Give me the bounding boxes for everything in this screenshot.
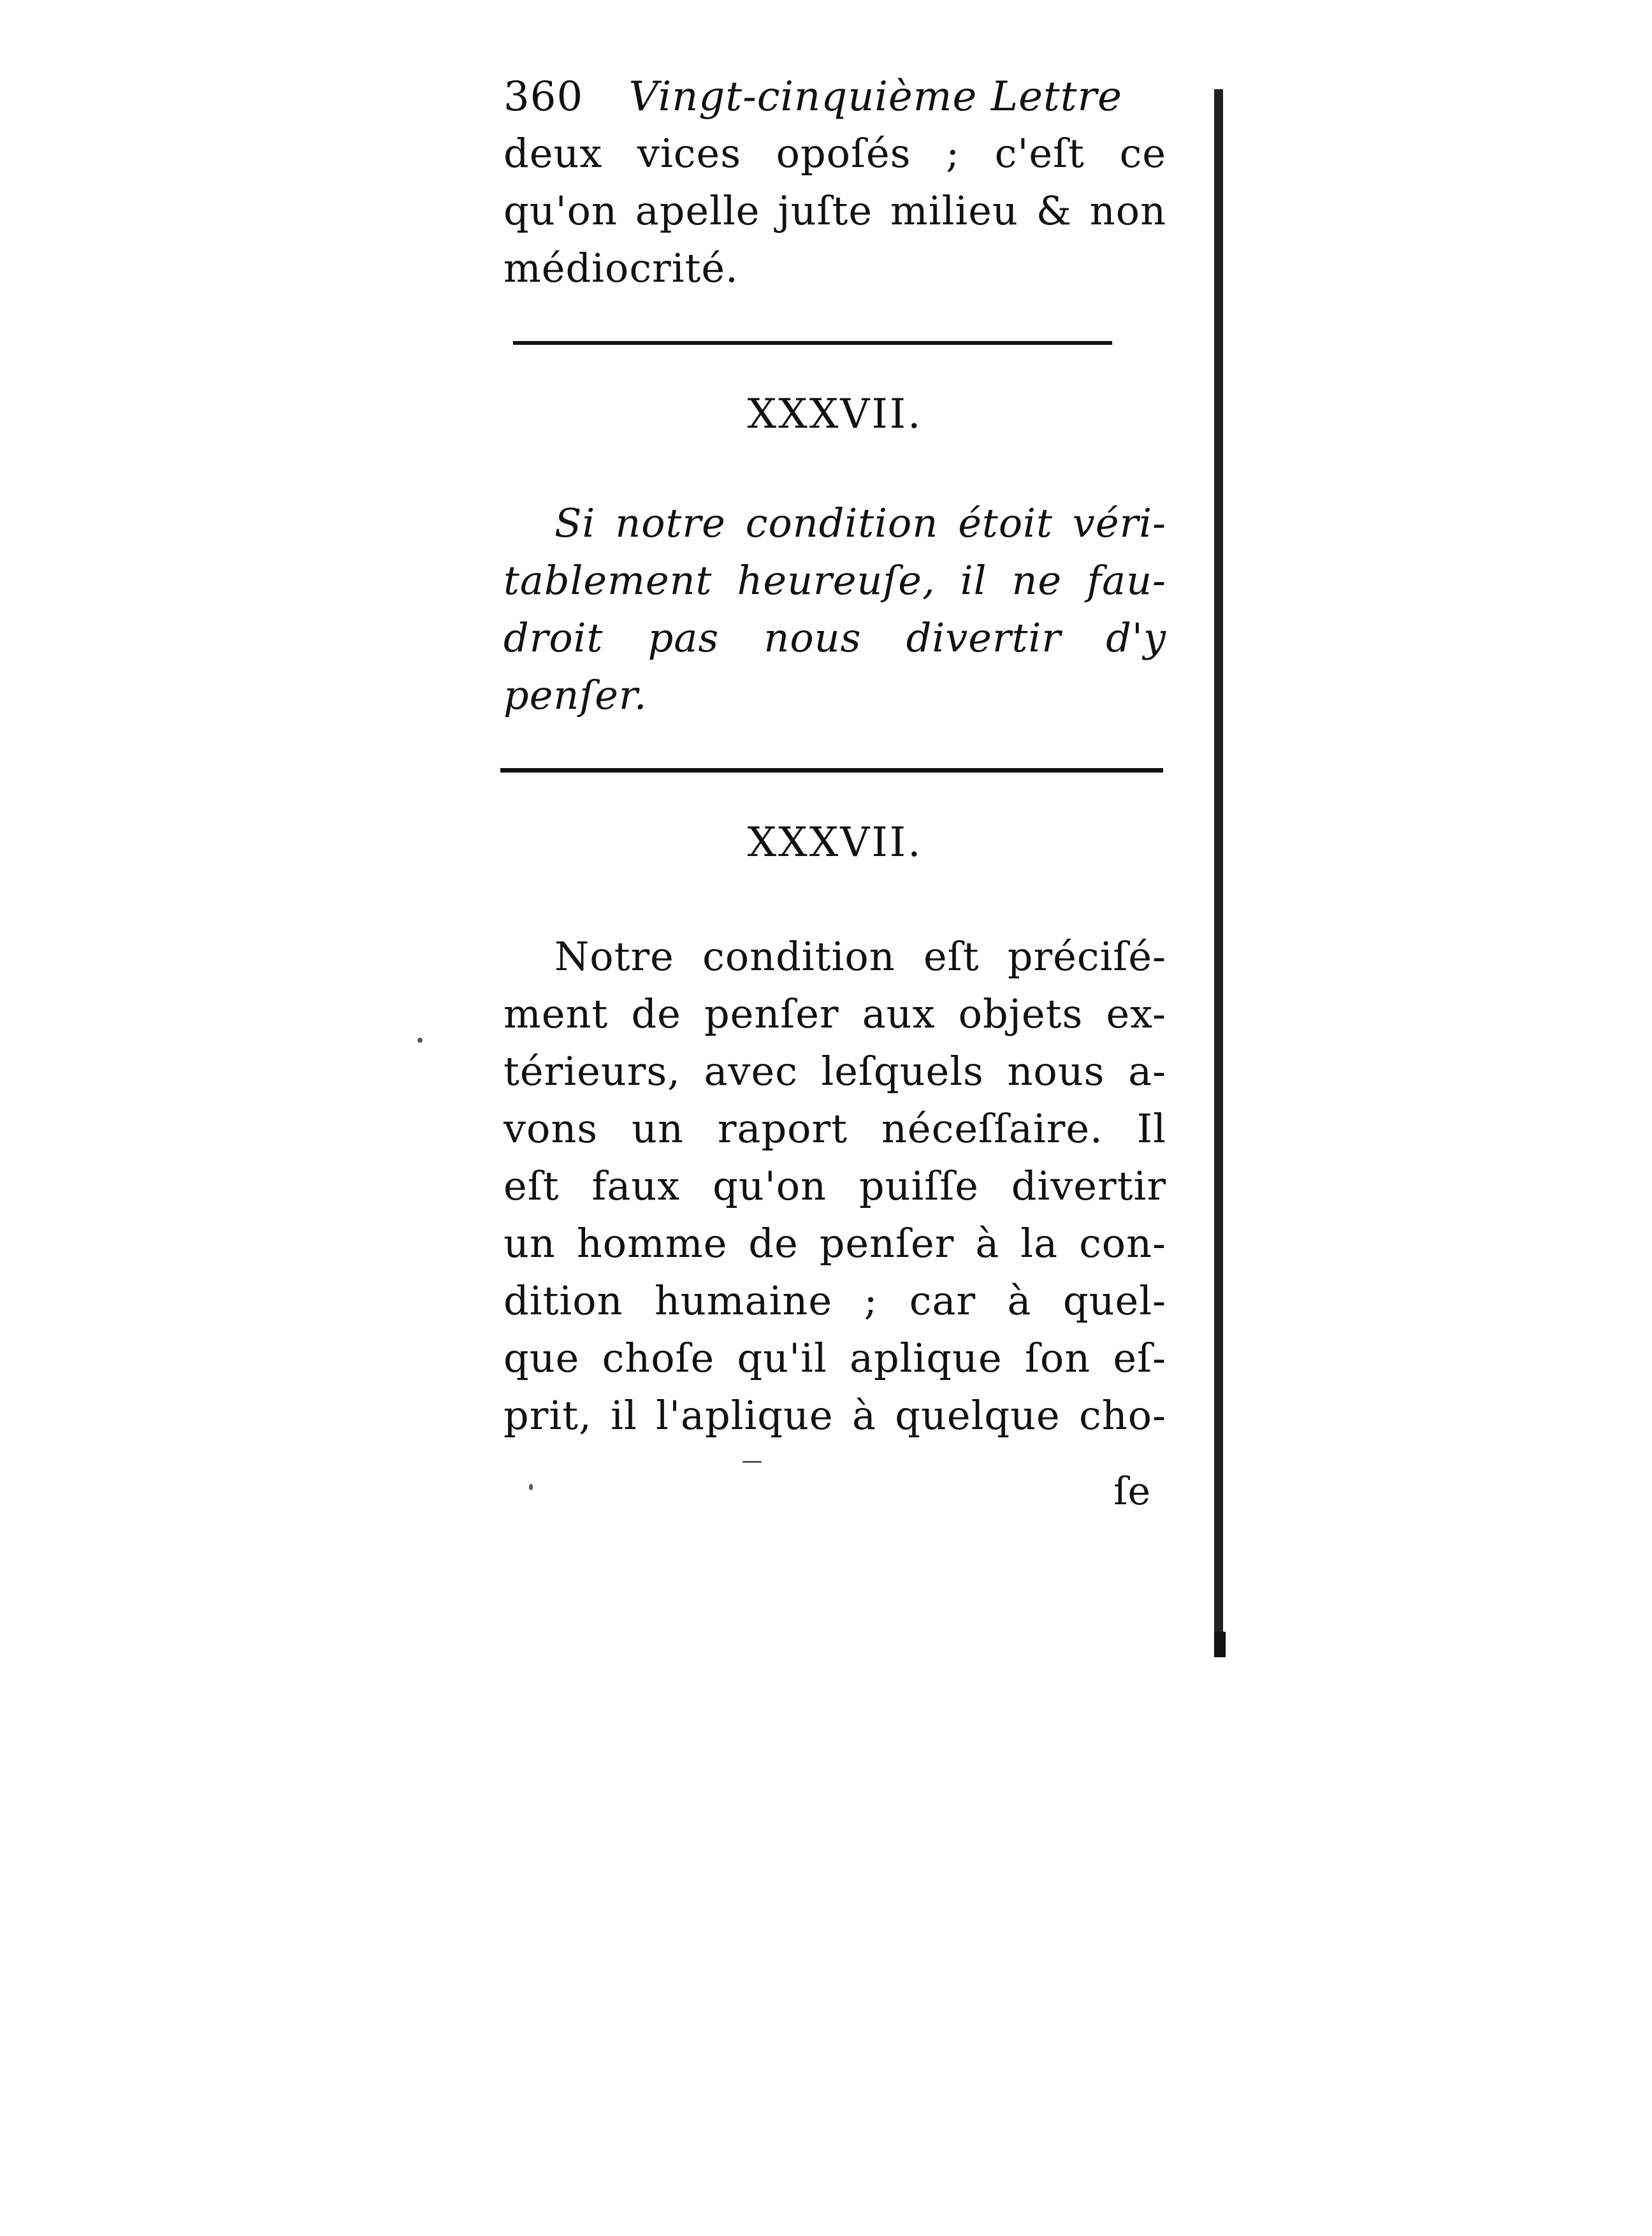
- text-line: Si notre condition étoit véri-: [554, 500, 1166, 546]
- section-divider: [500, 768, 1163, 773]
- text-line: deux vices opoſés ; c'eſt ce: [504, 130, 1166, 177]
- page-edge-shadow-foot: [1214, 1632, 1226, 1657]
- text-line: qu'on apelle juſte milieu & non: [504, 187, 1166, 234]
- scan-speck: [743, 1461, 762, 1463]
- page-number: 360: [504, 73, 584, 120]
- running-header: [504, 73, 1122, 120]
- running-title: Vingt-cinquième Lettre: [628, 73, 1122, 120]
- text-line: que choſe qu'il aplique ſon eſ-: [504, 1335, 1166, 1381]
- text-line: ment de penſer aux objets ex-: [504, 991, 1166, 1037]
- text-line: eſt faux qu'on puiſſe divertir: [504, 1163, 1166, 1209]
- text-line: térieurs, avec leſquels nous a-: [504, 1048, 1166, 1094]
- text-line: Notre condition eſt préciſé-: [554, 933, 1166, 980]
- text-line: tablement heureuſe, il ne fau-: [504, 557, 1166, 604]
- text-line: un homme de penſer à la con-: [504, 1220, 1166, 1267]
- section-divider: [513, 341, 1112, 345]
- section-heading: XXXVII.: [747, 391, 923, 438]
- page-edge-shadow: [1214, 89, 1223, 1657]
- text-line: prit, il l'aplique à quelque cho-: [504, 1392, 1166, 1439]
- text-line: penſer.: [504, 672, 648, 718]
- catchword: ſe: [1113, 1469, 1150, 1514]
- scan-speck: [529, 1484, 533, 1490]
- text-line: droit pas nous divertir d'y: [504, 614, 1166, 661]
- text-line: vons un raport néceſſaire. Il: [504, 1105, 1166, 1152]
- text-line: dition humaine ; car à quel-: [504, 1277, 1166, 1324]
- section-heading: XXXVII.: [747, 819, 923, 866]
- text-line: médiocrité.: [504, 245, 739, 291]
- scan-speck: [417, 1038, 423, 1043]
